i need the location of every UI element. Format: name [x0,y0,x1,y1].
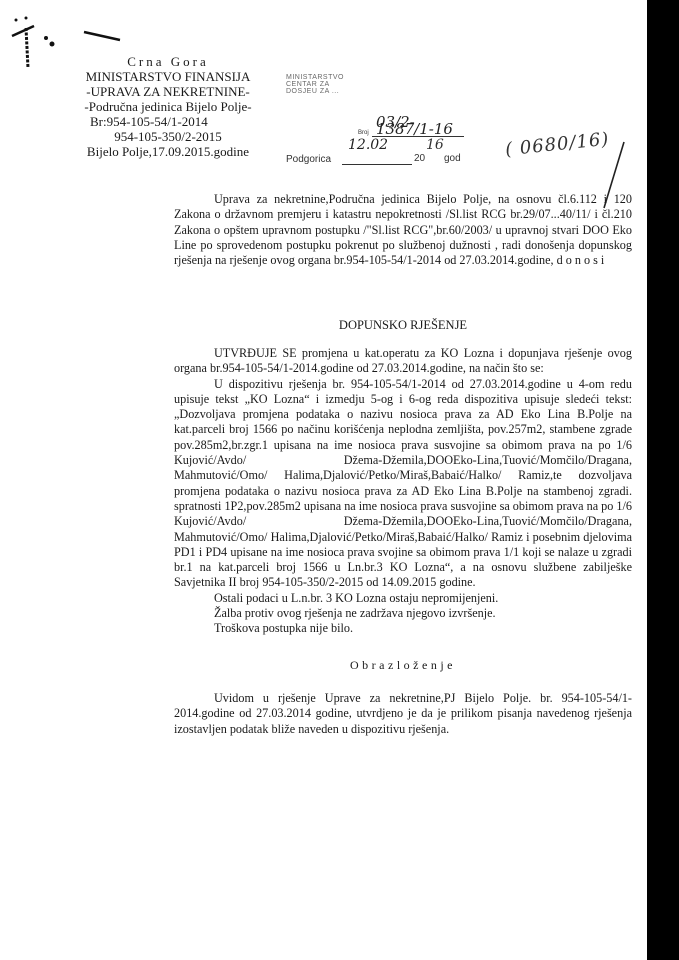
header-country: Crna Gora [127,54,209,69]
dispositive-paragraph-5: Troškova postupka nije bilo. [214,621,354,636]
handwritten-number: ( 0680/16) [504,128,611,161]
stamp-date-value: 12.02 [348,137,389,153]
header-ministry: MINISTARSTVO FINANSIJA [85,69,251,84]
stamp-broj-label: Broj [358,130,369,136]
stamp-year-suffix: god [444,153,461,164]
registry-stamp [286,74,466,164]
letterhead [78,54,258,159]
pen-stroke-icon [82,30,122,42]
intro-paragraph: Uprava za nekretnine,Područna jedinica Bijelo Polje, na osnovu čl.6.112 i 120 Zakona o državnom premjeru i katastru nepokretnosti /Sl.list RCG br.29/07...40/11/ i čl.210 Zakona o opštem upravnom postupku /"Sl.list RCG",br.60/2003/ u upravnoj stvari DOO Eko Line po sprovedenom postupku pokrenut po službenoj dužnosti , radi donošenja dopunskog rješenja na rješenje ovog organa br.954-105-54/1-2014 od 27.03.2014.godine, d o n o s i [174,192,632,268]
dispositive-paragraph-1: UTVRĐUJE SE promjena u kat.operatu za KO Lozna i dopunjava rješenje ovog organa br.954-105-54/1-2014.godine od 27.03.2014.godine, na način što se: [174,346,632,376]
stamp-year-value: 16 [426,137,444,153]
decision-title: DOPUNSKO RJEŠENJE [338,318,468,332]
stamp-line-3: DOSJEU ZA ... [286,88,340,95]
header-agency: -UPRAVA ZA NEKRETNINE- [86,84,250,99]
handwritten-mark-icon [4,8,64,68]
dispositive-paragraph-3: Ostali podaci u L.n.br. 3 KO Lozna ostaju nepromijenjeni. [214,590,499,605]
dispositive-section [174,346,632,637]
stamp-city-label: Podgorica [286,154,332,165]
stamp-year-prefix: 20 [414,153,426,164]
header-unit: -Područna jedinica Bijelo Polje- [84,99,252,114]
dispositive-paragraph-2: U dispozitivu rješenja br. 954-105-54/1-2014 od 27.03.2014.godine u 4-om redu upisuje tekst „KO Lozna“ i izmedju 5-og i 6-og reda dispozitiva upisuje sledeći tekst: „Dozvoljava promjena podataka o nazivu nosioca prava za AD Eko Lina B.Polje na kat.parceli broj 1566 po načinu korišćenja neplodna zemljišta, pov.257m2, stambene zgrade pov.285m2,br.zgr.1 upisana na ime nosioca prava susvojine sa obimom prava na po 1/6 Kujović/Avdo/ Džema-Džemila,DOOEko-Lina,Tuović/Momčilo/Dragana, Mahmutović/Omo/ Halima,Djalović/Petko/Miraš,Babaić/Halko/ Ramiz,te dozvoljava promjena podataka o nazivu nosioca prava za AD Eko Lina B.Polje na stambenoj zgradi. spratnosti 1P2,pov.285m2 upisana na ime nosioca prava susvojine sa obimom prava na po 1/6 Kujović/Avdo/ Džema-Džemila,DOOEko-Lina,Tuović/Momčilo/Dragana, Mahmutović/Omo/ Halima,Djalović/Petko/Miraš,Babaić/Halko/ Ramiz i posebnim djelovima PD1 i PD4 upisane na ime nosioca prava svojine sa obimom prava 1/1 koji se nalaze u zgradi br.1 na kat.parceli broj 1566 u Ln.br.3 KO Lozna“, a na osnovu službene zabilješke Savjetnika II broj 954-105-350/2-2015 od 14.09.2015 godine. [174,376,632,590]
stamp-broj-value: 03/2-1387/1-16 [376,113,453,138]
stamp-date-underline [342,164,412,165]
header-ref-1: Br:954-105-54/1-2014 [90,114,208,129]
scan-edge-bar [647,0,679,960]
reasoning-title: Obrazloženje [350,658,456,672]
stamp-line-2: CENTAR ZA [286,81,330,88]
stamp-line-1: MINISTARSTVO [286,74,344,81]
header-place-date: Bijelo Polje,17.09.2015.godine [86,144,250,159]
header-ref-2: 954-105-350/2-2015 [114,129,222,144]
dispositive-paragraph-4: Žalba protiv ovog rješenja ne zadržava njegovo izvršenje. [214,606,496,621]
reasoning-paragraph: Uvidom u rješenje Uprave za nekretnine,PJ Bijelo Polje. br. 954-105-54/1-2014.godine od 27.03.2014 godine, utvrdjeno je da je prilikom pisanja navedenog rješenja izostavljen podatak bliže naveden u dispozitivu rješenja. [174,691,632,736]
